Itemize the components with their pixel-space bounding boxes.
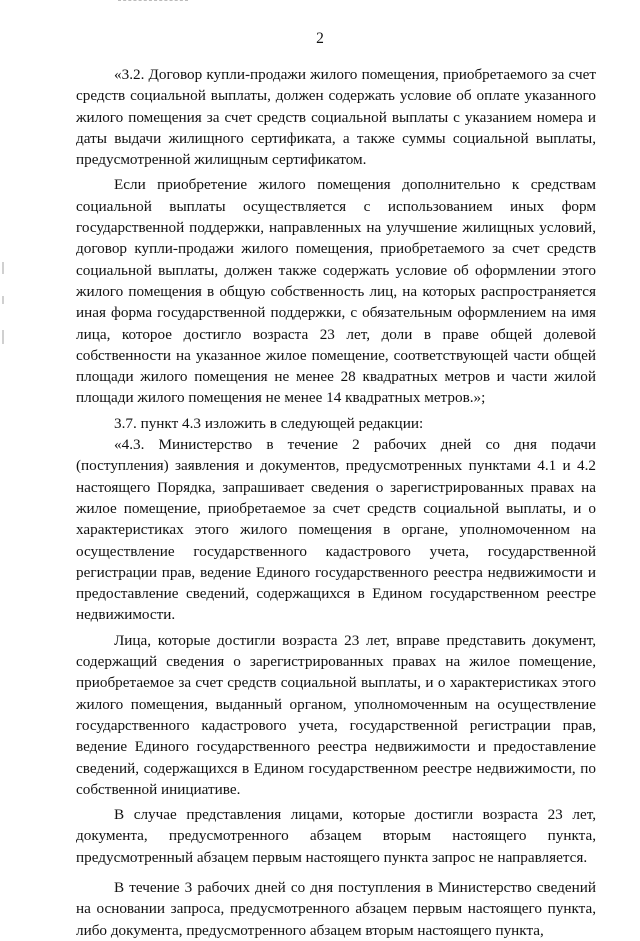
document-body (76, 64, 596, 941)
paragraph-3-7: 3.7. пункт 4.3 изложить в следующей редакции: (114, 414, 424, 432)
paragraph-joint-ownership: Если приобретение жилого помещения дополнительно к средствам социальной выплаты осуществляется с использованием иных форм государственной поддержки, направленных на улучшение жилищных условий, договор купли-продажи жилого помещения, приобретаемого за счет средств социальной выплаты, должен также содержать условие об оформлении этого жилого помещения в общую собственность лиц, на которых распространяется иная форма государственной поддержки, с обязательным оформлением на имя лица, которое достигло возраста 23 лет, доли в праве общей долевой собственности на указанное жилое помещение, соответствующей части общей площади жилого помещения не менее 28 квадратных метров и части жилой площади жилого помещения не менее 14 квадратных метров.»; (76, 176, 596, 407)
paragraph-no-request: В случае представления лицами, которые достигли возраста 23 лет, документа, предусмотренного абзацем вторым настоящего пункта, предусмотренный абзацем первым настоящего пункта запрос не направляется. (76, 806, 596, 866)
paragraph-own-initiative: Лица, которые достигли возраста 23 лет, вправе представить документ, содержащий сведения о зарегистрированных правах на жилое помещение, приобретаемое за счет средств социальной выплаты, и о характеристиках этого жилого помещения, выданный органом, уполномоченным на осуществление государственного кадастрового учета, государственной регистрации прав, ведение Единого государственного реестра недвижимости и предоставление сведений, содержащихся в Едином государственном реестре недвижимости, по собственной инициативе. (76, 631, 596, 798)
scan-artifact (118, 0, 188, 3)
paragraph-4-3: «4.3. Министерство в течение 2 рабочих дней со дня подачи (поступления) заявления и документов, предусмотренных пунктами 4.1 и 4.2 настоящего Порядка, запрашивает сведения о зарегистрированных правах на жилое помещение, приобретаемое за счет средств социальной выплаты, и о характеристиках этого жилого помещения в органе, уполномоченном на осуществление государственного кадастрового учета, государственной регистрации прав, ведение Единого государственного реестра недвижимости и предоставление сведений, содержащихся в Едином государственном реестре недвижимости. (76, 436, 596, 624)
margin-mark (2, 296, 4, 304)
page-number: 2 (316, 30, 324, 47)
paragraph-3-2: «3.2. Договор купли-продажи жилого помещения, приобретаемого за счет средств социальной выплаты, должен содержать условие об оплате указанного жилого помещения за счет средств социальной выплаты с указанием номера и даты выдачи жилищного сертификата, а также суммы социальной выплаты, предусмотренной жилищным сертификатом. (76, 66, 596, 169)
margin-mark (2, 262, 4, 274)
paragraph-three-days: В течение 3 рабочих дней со дня поступления в Министерство сведений на основании запроса, предусмотренного абзацем первым настоящего пункта, либо документа, предусмотренного абзацем вторым настоящего пункта, (76, 878, 596, 939)
margin-mark (2, 330, 4, 344)
